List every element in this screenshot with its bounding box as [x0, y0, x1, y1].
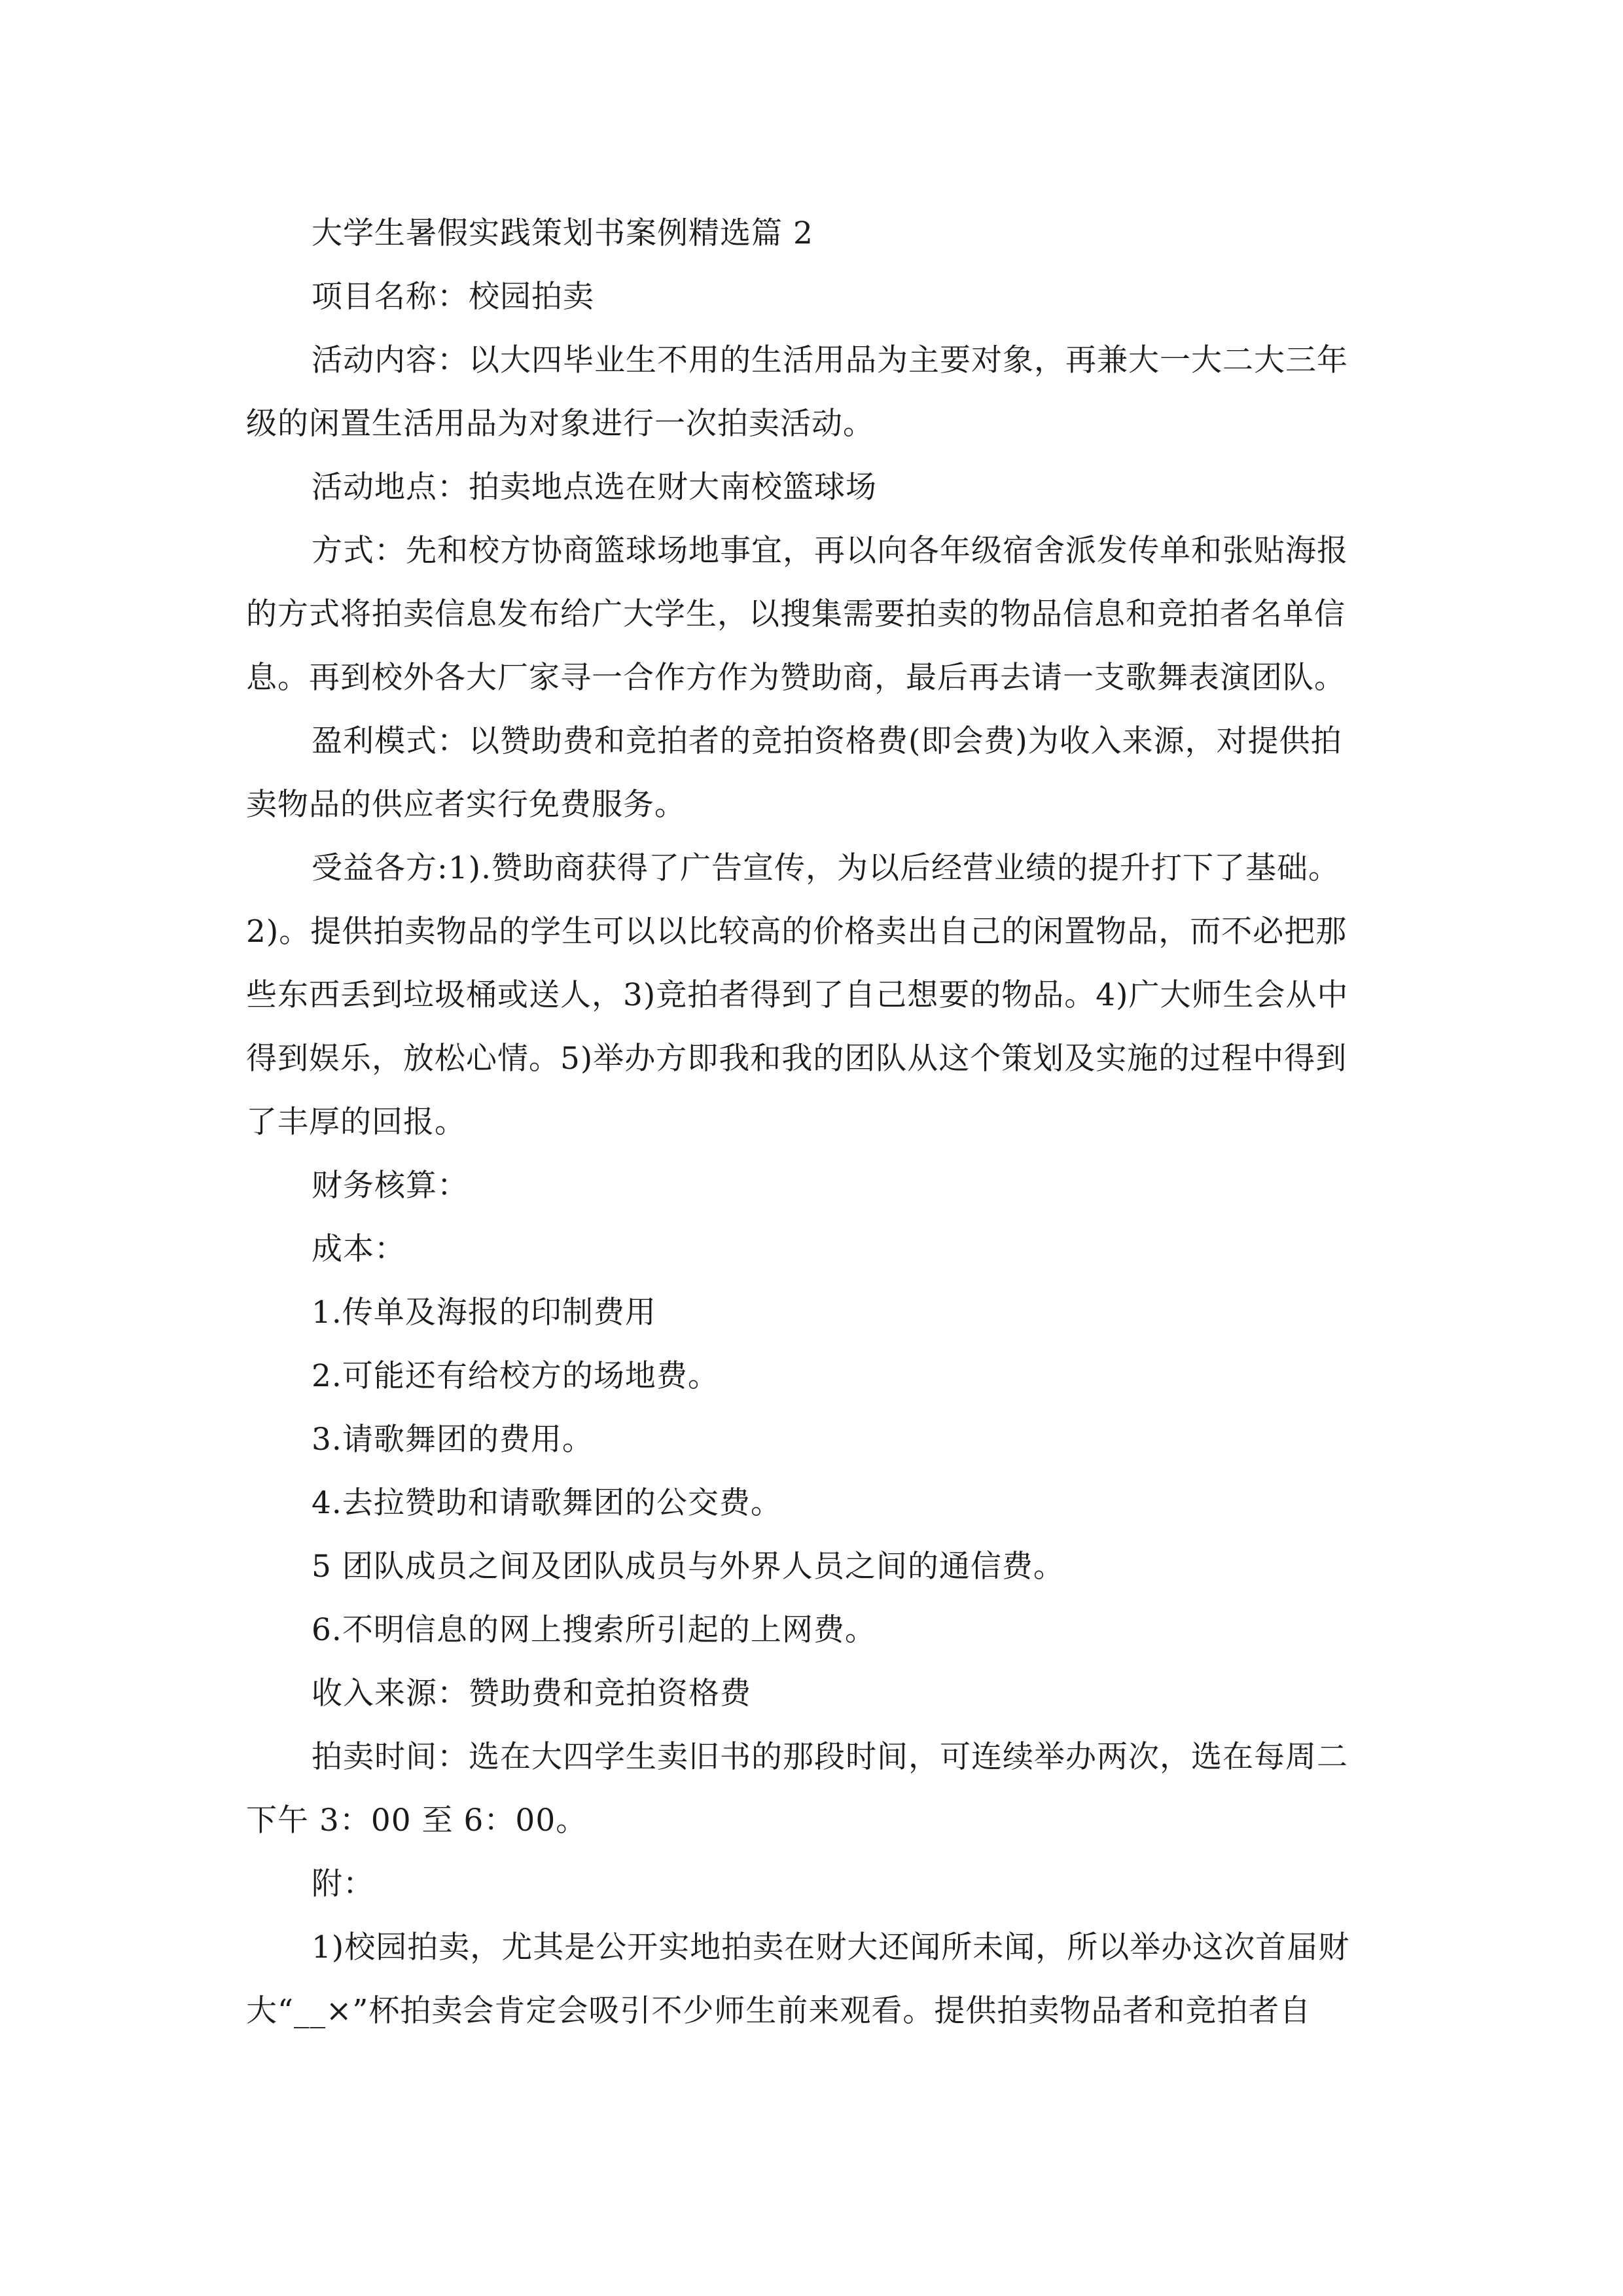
- text-line: 附：: [312, 1866, 374, 1902]
- text-line: 卖物品的供应者实行免费服务。: [246, 787, 686, 823]
- text-line: 下午 3：00 至 6：00。: [246, 1803, 588, 1839]
- text-line: 大学生暑假实践策划书案例精选篇 2: [312, 215, 813, 251]
- text-line: 项目名称：校园拍卖: [312, 279, 594, 315]
- text-line: 活动内容：以大四毕业生不用的生活用品为主要对象，再兼大一大二大三年: [312, 342, 1348, 378]
- text-line: 些东西丢到垃圾桶或送人，3)竞拍者得到了自己想要的物品。4)广大师生会从中: [246, 977, 1349, 1013]
- text-line: 得到娱乐，放松心情。5)举办方即我和我的团队从这个策划及实施的过程中得到: [246, 1041, 1347, 1077]
- text-line: 大“__×”杯拍卖会肯定会吸引不少师生前来观看。提供拍卖物品者和竞拍者自: [246, 1993, 1311, 2029]
- text-line: 活动地点：拍卖地点选在财大南校篮球场: [312, 469, 877, 505]
- text-line: 3.请歌舞团的费用。: [312, 1422, 594, 1458]
- text-line: 受益各方:1).赞助商获得了广告宣传，为以后经营业绩的提升打下了基础。: [312, 850, 1340, 886]
- text-line: 收入来源：赞助费和竞拍资格费: [312, 1676, 751, 1712]
- text-line: 2)。提供拍卖物品的学生可以以比较高的价格卖出自己的闲置物品，而不必把那: [246, 914, 1347, 950]
- text-line: 方式：先和校方协商篮球场地事宜，再以向各年级宿舍派发传单和张贴海报: [312, 533, 1348, 569]
- text-line: 6.不明信息的网上搜索所引起的上网费。: [312, 1612, 876, 1648]
- text-line: 成本：: [312, 1231, 406, 1267]
- text-line: 息。再到校外各大厂家寻一合作方作为赞助商，最后再去请一支歌舞表演团队。: [246, 660, 1346, 696]
- text-line: 1.传单及海报的印制费用: [312, 1295, 656, 1331]
- text-line: 财务核算：: [312, 1168, 469, 1204]
- text-line: 拍卖时间：选在大四学生卖旧书的那段时间，可连续举办两次，选在每周二: [312, 1739, 1348, 1775]
- text-line: 5 团队成员之间及团队成员与外界人员之间的通信费。: [312, 1549, 1065, 1585]
- text-line: 级的闲置生活用品为对象进行一次拍卖活动。: [246, 406, 874, 442]
- text-line: 的方式将拍卖信息发布给广大学生，以搜集需要拍卖的物品信息和竞拍者名单信: [246, 596, 1346, 632]
- text-line: 4.去拉赞助和请歌舞团的公交费。: [312, 1485, 782, 1521]
- document-body: [246, 202, 1390, 2043]
- text-line: 1)校园拍卖，尤其是公开实地拍卖在财大还闻所未闻，所以举办这次首届财: [312, 1929, 1350, 1965]
- text-line: 盈利模式：以赞助费和竞拍者的竞拍资格费(即会费)为收入来源，对提供拍: [312, 723, 1342, 759]
- text-line: 了丰厚的回报。: [246, 1104, 466, 1140]
- text-line: 2.可能还有给校方的场地费。: [312, 1358, 719, 1394]
